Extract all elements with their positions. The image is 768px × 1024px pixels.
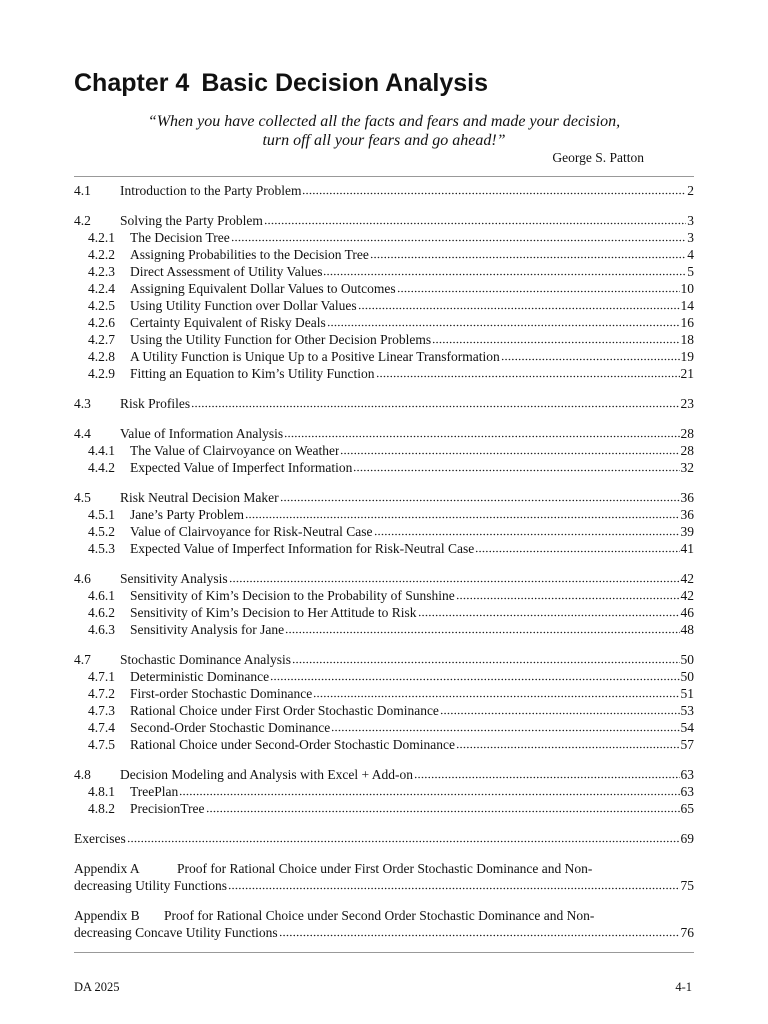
toc-subsection-4-2-4[interactable] bbox=[74, 280, 694, 297]
toc-entry-page: 16 bbox=[680, 315, 694, 330]
toc-entry-title: First-order Stochastic Dominance bbox=[130, 686, 313, 701]
toc-entry-title: Exercises bbox=[74, 831, 126, 846]
toc-subsection-4-6-3[interactable] bbox=[74, 621, 694, 638]
toc-entry-number: 4.5 bbox=[74, 490, 91, 505]
toc-subsection-4-2-6[interactable] bbox=[74, 314, 694, 331]
toc-entry-page: 76 bbox=[680, 925, 694, 940]
toc-dot-leader bbox=[475, 540, 679, 553]
toc-subsection-4-2-2[interactable] bbox=[74, 246, 694, 263]
toc-subsection-4-7-2[interactable] bbox=[74, 685, 694, 702]
toc-entry-title: Sensitivity of Kim’s Decision to the Probability of Sunshine bbox=[130, 588, 455, 603]
toc-entry-page: 3 bbox=[687, 213, 694, 228]
toc-entry-number: 4.2.1 bbox=[88, 230, 115, 245]
toc-appendix-b[interactable] bbox=[74, 907, 694, 941]
appendix-first-line bbox=[74, 907, 694, 924]
toc-subsection-4-7-4[interactable] bbox=[74, 719, 694, 736]
toc-entry-number: 4.4 bbox=[74, 426, 91, 441]
appendix-label: Appendix B bbox=[74, 908, 140, 923]
toc-subsection-4-4-1[interactable] bbox=[74, 442, 694, 459]
toc-entry-title: PrecisionTree bbox=[130, 801, 205, 816]
appendix-title-line-1: Proof for Rational Choice under Second Order Stochastic Dominance and Non- bbox=[164, 908, 595, 923]
toc-entry-title: Rational Choice under Second-Order Stochastic Dominance bbox=[130, 737, 456, 752]
toc-entry-number: 4.8.1 bbox=[88, 784, 115, 799]
toc-entry-number: 4.8.2 bbox=[88, 801, 115, 816]
footer-course: DA 2025 bbox=[74, 980, 120, 994]
toc-entry-page: 51 bbox=[680, 686, 694, 701]
toc-subsection-4-5-3[interactable] bbox=[74, 540, 694, 557]
toc-entry-page: 46 bbox=[680, 605, 694, 620]
toc-entry-title: Assigning Probabilities to the Decision Tree bbox=[130, 247, 369, 262]
toc-entry-number: 4.7.1 bbox=[88, 669, 115, 684]
toc-dot-leader bbox=[127, 830, 680, 843]
toc-entry-page: 57 bbox=[680, 737, 694, 752]
toc-entry-number: 4.7 bbox=[74, 652, 91, 667]
toc-dot-leader bbox=[353, 459, 679, 472]
toc-entry-number: 4.7.4 bbox=[88, 720, 115, 735]
toc-entry-title: TreePlan bbox=[130, 784, 179, 799]
toc-entry-number: 4.2.4 bbox=[88, 281, 115, 296]
toc-entry-number: 4.7.2 bbox=[88, 686, 115, 701]
toc-dot-leader bbox=[285, 621, 679, 634]
toc-dot-leader bbox=[245, 506, 680, 519]
toc-dot-leader bbox=[414, 766, 680, 779]
toc-dot-leader bbox=[264, 212, 686, 225]
toc-entry-title: Expected Value of Imperfect Information bbox=[130, 460, 353, 475]
toc-dot-leader bbox=[284, 425, 679, 438]
toc-entry-number: 4.2.5 bbox=[88, 298, 115, 313]
toc-entry-title: The Decision Tree bbox=[130, 230, 230, 245]
toc-dot-leader bbox=[313, 685, 679, 698]
appendix-title-line-2: decreasing Utility Functions bbox=[74, 878, 227, 893]
toc-entry-page: 41 bbox=[680, 541, 694, 556]
toc-entry-page: 5 bbox=[687, 264, 694, 279]
toc-dot-leader bbox=[292, 651, 680, 664]
toc-entry-title: Sensitivity of Kim’s Decision to Her Attitude to Risk bbox=[130, 605, 417, 620]
toc-dot-leader bbox=[358, 297, 680, 310]
toc-entry-number: 4.7.3 bbox=[88, 703, 115, 718]
toc-entry-page: 42 bbox=[680, 571, 694, 586]
toc-dot-leader bbox=[280, 489, 680, 502]
toc-entry-title: Using the Utility Function for Other Decision Problems bbox=[130, 332, 432, 347]
toc-entry-number: 4.6.3 bbox=[88, 622, 115, 637]
toc-entry-title: Value of Clairvoyance for Risk-Neutral Case bbox=[130, 524, 373, 539]
toc-entry-title: Fitting an Equation to Kim’s Utility Function bbox=[130, 366, 375, 381]
toc-section-4-8[interactable] bbox=[74, 766, 694, 783]
toc-entry-number: 4.5.1 bbox=[88, 507, 115, 522]
toc-dot-leader bbox=[206, 800, 680, 813]
toc-dot-leader bbox=[456, 587, 680, 600]
quote-line-1: “When you have collected all the facts and fears and made your decision, bbox=[147, 113, 621, 130]
toc-entry-title: Second-Order Stochastic Dominance bbox=[130, 720, 331, 735]
quote-author: George S. Patton bbox=[552, 150, 644, 165]
chapter-title bbox=[74, 66, 694, 100]
toc-entry-page: 14 bbox=[680, 298, 694, 313]
toc-dot-leader bbox=[374, 523, 680, 536]
toc-subsection-4-2-7[interactable] bbox=[74, 331, 694, 348]
appendix-first-line bbox=[74, 860, 694, 877]
toc-entry-number: 4.2.9 bbox=[88, 366, 115, 381]
toc-subsection-4-2-5[interactable] bbox=[74, 297, 694, 314]
toc-entry-number: 4.6.1 bbox=[88, 588, 115, 603]
toc-dot-leader bbox=[327, 314, 680, 327]
toc-dot-leader bbox=[331, 719, 679, 732]
toc-entry-page: 18 bbox=[680, 332, 694, 347]
toc-subsection-4-6-2[interactable] bbox=[74, 604, 694, 621]
toc-subsection-4-8-2[interactable] bbox=[74, 800, 694, 817]
toc-dot-leader bbox=[279, 924, 680, 937]
toc-entry-title: Expected Value of Imperfect Information for Risk-Neutral Case bbox=[130, 541, 475, 556]
toc-entry-title: The Value of Clairvoyance on Weather bbox=[130, 443, 340, 458]
toc-entry-page: 4 bbox=[687, 247, 694, 262]
toc-dot-leader bbox=[228, 877, 680, 890]
toc-entry-page: 53 bbox=[680, 703, 694, 718]
toc-entry-page: 50 bbox=[680, 652, 694, 667]
toc-dot-leader bbox=[456, 736, 679, 749]
toc-section-4-3[interactable] bbox=[74, 395, 694, 412]
toc-entry-number: 4.5.2 bbox=[88, 524, 115, 539]
toc-dot-leader bbox=[191, 395, 679, 408]
toc-entry-number: 4.2.3 bbox=[88, 264, 115, 279]
toc-entry-title: Sensitivity Analysis for Jane bbox=[130, 622, 285, 637]
toc-entry-title: Using Utility Function over Dollar Values bbox=[130, 298, 357, 313]
toc-subsection-4-4-2[interactable] bbox=[74, 459, 694, 476]
toc-entry-page: 21 bbox=[680, 366, 694, 381]
toc-section-4-1[interactable] bbox=[74, 182, 694, 199]
toc-entry-page: 36 bbox=[680, 490, 694, 505]
toc-entry-title: Sensitivity Analysis bbox=[120, 571, 228, 586]
toc-subsection-4-5-2[interactable] bbox=[74, 523, 694, 540]
toc-entry-page: 36 bbox=[680, 507, 694, 522]
top-divider bbox=[74, 176, 694, 177]
toc-entry-page: 69 bbox=[680, 831, 694, 846]
toc-entry-title: Risk Neutral Decision Maker bbox=[120, 490, 279, 505]
toc-section-4-2[interactable] bbox=[74, 212, 694, 229]
toc-entry-page: 50 bbox=[680, 669, 694, 684]
appendix-label: Appendix A bbox=[74, 861, 140, 876]
toc-entry-page: 2 bbox=[687, 183, 694, 198]
toc-exercises[interactable] bbox=[74, 830, 694, 847]
toc-entry-page: 23 bbox=[680, 396, 694, 411]
toc-entry-page: 3 bbox=[687, 230, 694, 245]
chapter-name: Basic Decision Analysis bbox=[201, 69, 489, 97]
toc-section-4-7[interactable] bbox=[74, 651, 694, 668]
toc-entry-number: 4.2.7 bbox=[88, 332, 115, 347]
toc-entry-number: 4.1 bbox=[74, 183, 91, 198]
toc-dot-leader bbox=[397, 280, 680, 293]
toc-dot-leader bbox=[340, 442, 679, 455]
appendix-second-line bbox=[74, 924, 694, 941]
toc-entry-page: 28 bbox=[680, 443, 694, 458]
toc-dot-leader bbox=[323, 263, 686, 276]
toc-entry-page: 48 bbox=[680, 622, 694, 637]
quote-line-2: turn off all your fears and go ahead!” bbox=[262, 132, 506, 149]
toc-entry-page: 10 bbox=[680, 281, 694, 296]
toc-entry-title: Value of Information Analysis bbox=[120, 426, 284, 441]
toc-entry-page: 28 bbox=[680, 426, 694, 441]
toc-entry-page: 32 bbox=[680, 460, 694, 475]
toc-entry-title: Deterministic Dominance bbox=[130, 669, 270, 684]
toc-entry-title: Solving the Party Problem bbox=[120, 213, 263, 228]
toc-section-4-5[interactable] bbox=[74, 489, 694, 506]
toc-dot-leader bbox=[179, 783, 679, 796]
toc-entry-number: 4.8 bbox=[74, 767, 91, 782]
bottom-divider bbox=[74, 952, 694, 953]
epigraph-quote bbox=[74, 112, 694, 150]
toc-entry-number: 4.3 bbox=[74, 396, 91, 411]
toc-subsection-4-7-1[interactable] bbox=[74, 668, 694, 685]
toc-entry-number: 4.2.2 bbox=[88, 247, 115, 262]
toc-entry-title: Direct Assessment of Utility Values bbox=[130, 264, 323, 279]
toc-subsection-4-7-5[interactable] bbox=[74, 736, 694, 753]
toc-subsection-4-2-8[interactable] bbox=[74, 348, 694, 365]
toc-dot-leader bbox=[302, 182, 686, 195]
toc-dot-leader bbox=[501, 348, 680, 361]
toc-entry-page: 19 bbox=[680, 349, 694, 364]
toc-subsection-4-5-1[interactable] bbox=[74, 506, 694, 523]
table-of-contents bbox=[74, 182, 694, 941]
toc-entry-title: Assigning Equivalent Dollar Values to Outcomes bbox=[130, 281, 396, 296]
toc-subsection-4-2-1[interactable] bbox=[74, 229, 694, 246]
toc-subsection-4-2-3[interactable] bbox=[74, 263, 694, 280]
toc-entry-title: Rational Choice under First Order Stochastic Dominance bbox=[130, 703, 439, 718]
toc-subsection-4-2-9[interactable] bbox=[74, 365, 694, 382]
toc-dot-leader bbox=[229, 570, 680, 583]
toc-appendix-a[interactable] bbox=[74, 860, 694, 894]
toc-entry-number: 4.2.8 bbox=[88, 349, 115, 364]
toc-entry-title: Jane’s Party Problem bbox=[130, 507, 244, 522]
toc-dot-leader bbox=[432, 331, 679, 344]
toc-entry-title: A Utility Function is Unique Up to a Positive Linear Transformation bbox=[130, 349, 500, 364]
toc-entry-title: Decision Modeling and Analysis with Excel + Add-on bbox=[120, 767, 413, 782]
toc-entry-page: 65 bbox=[680, 801, 694, 816]
toc-entry-title: Introduction to the Party Problem bbox=[120, 183, 302, 198]
toc-subsection-4-8-1[interactable] bbox=[74, 783, 694, 800]
toc-dot-leader bbox=[440, 702, 680, 715]
toc-section-4-4[interactable] bbox=[74, 425, 694, 442]
toc-entry-number: 4.5.3 bbox=[88, 541, 115, 556]
toc-entry-title: Stochastic Dominance Analysis bbox=[120, 652, 291, 667]
toc-subsection-4-6-1[interactable] bbox=[74, 587, 694, 604]
toc-entry-number: 4.4.1 bbox=[88, 443, 115, 458]
toc-subsection-4-7-3[interactable] bbox=[74, 702, 694, 719]
toc-entry-number: 4.7.5 bbox=[88, 737, 115, 752]
toc-entry-title: Certainty Equivalent of Risky Deals bbox=[130, 315, 326, 330]
chapter-number: Chapter 4 bbox=[74, 69, 190, 97]
toc-entry-number: 4.6.2 bbox=[88, 605, 115, 620]
toc-entry-page: 42 bbox=[680, 588, 694, 603]
appendix-title-line-1: Proof for Rational Choice under First Order Stochastic Dominance and Non- bbox=[177, 861, 593, 876]
toc-entry-number: 4.2.6 bbox=[88, 315, 115, 330]
toc-entry-page: 63 bbox=[680, 784, 694, 799]
toc-entry-title: Risk Profiles bbox=[120, 396, 191, 411]
appendix-second-line bbox=[74, 877, 694, 894]
toc-entry-number: 4.4.2 bbox=[88, 460, 115, 475]
toc-dot-leader bbox=[376, 365, 680, 378]
toc-dot-leader bbox=[270, 668, 679, 681]
toc-dot-leader bbox=[231, 229, 687, 242]
toc-dot-leader bbox=[370, 246, 686, 259]
toc-entry-page: 75 bbox=[680, 878, 694, 893]
toc-section-4-6[interactable] bbox=[74, 570, 694, 587]
toc-entry-page: 54 bbox=[680, 720, 694, 735]
toc-entry-page: 39 bbox=[680, 524, 694, 539]
toc-entry-number: 4.6 bbox=[74, 571, 91, 586]
toc-dot-leader bbox=[418, 604, 680, 617]
toc-entry-number: 4.2 bbox=[74, 213, 91, 228]
appendix-title-line-2: decreasing Concave Utility Functions bbox=[74, 925, 278, 940]
toc-entry-page: 63 bbox=[680, 767, 694, 782]
footer-page-number: 4-1 bbox=[675, 980, 692, 994]
